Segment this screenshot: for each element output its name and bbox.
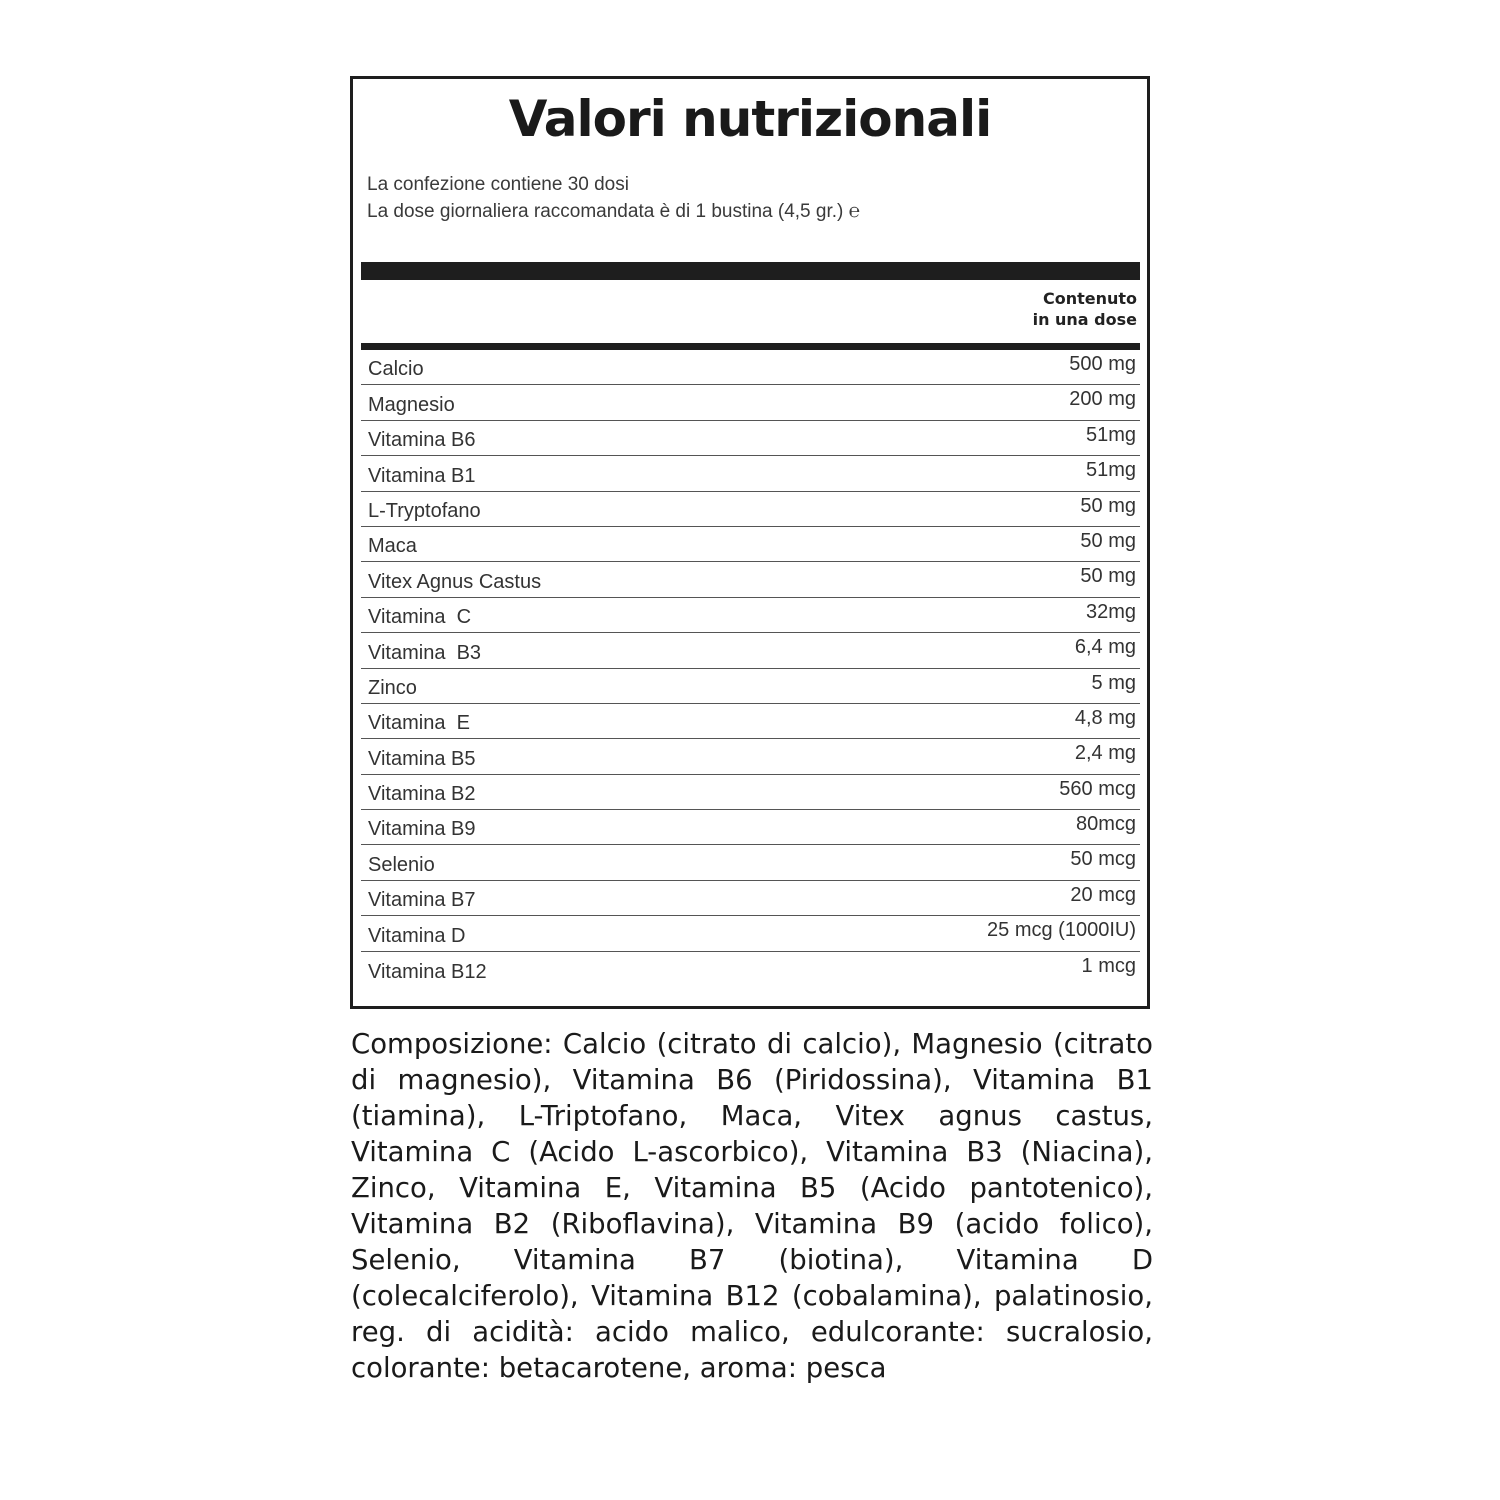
nutrient-amount: 50 mcg: [1070, 848, 1136, 871]
nutrient-amount: 200 mg: [1069, 388, 1136, 411]
nutrient-amount: 6,4 mg: [1074, 636, 1136, 659]
nutrient-name: Vitamina D: [368, 924, 466, 947]
nutrient-name: Vitamina B6: [368, 429, 476, 452]
nutrient-name: Selenio: [368, 853, 435, 876]
nutrient-name: Vitamina C: [368, 606, 472, 629]
nutrient-amount: 50 mg: [1080, 565, 1136, 588]
nutrient-name: Vitamina B3: [368, 641, 482, 664]
nutrient-amount: 4,8 mg: [1074, 706, 1136, 729]
nutrient-amount: 51mg: [1085, 459, 1136, 482]
table-row: [361, 704, 1140, 739]
table-row: [361, 527, 1140, 562]
nutrient-amount: 1 mcg: [1081, 954, 1136, 977]
nutrient-name: Vitamina B1: [368, 464, 476, 487]
table-row: [361, 881, 1140, 916]
nutrient-name: Calcio: [368, 358, 424, 381]
table-row: [361, 775, 1140, 810]
table-row: [361, 952, 1140, 987]
column-header-rule: [361, 343, 1140, 350]
nutrient-name: Magnesio: [368, 393, 455, 416]
column-header-line-2: in una dose: [1032, 310, 1137, 329]
table-row: [361, 562, 1140, 597]
table-row: [361, 385, 1140, 420]
nutrient-name: Maca: [368, 535, 417, 558]
nutrient-amount: 500 mg: [1069, 353, 1136, 375]
nutrient-name: Vitex Agnus Castus: [368, 570, 542, 593]
nutrient-name: Vitamina E: [368, 712, 470, 735]
nutrient-amount: 51mg: [1085, 423, 1136, 446]
label-title: Valori nutrizionali: [508, 90, 992, 148]
table-row: [361, 598, 1140, 633]
daily-dose-text: La dose giornaliera raccomandata è di 1 bustina (4,5 gr.) ℮: [367, 201, 861, 222]
table-row: [361, 633, 1140, 668]
nutrient-name: Zinco: [368, 676, 417, 699]
nutrition-label: [350, 76, 1150, 1009]
nutrient-amount: 2,4 mg: [1074, 742, 1136, 765]
table-row: [361, 845, 1140, 880]
nutrient-name: Vitamina B12: [368, 961, 487, 984]
nutrient-amount: 80mcg: [1075, 813, 1136, 836]
nutrient-amount: 50 mg: [1080, 529, 1136, 552]
header-divider-bar: [361, 262, 1140, 280]
nutrient-table: [361, 350, 1140, 987]
package-doses-text: La confezione contiene 30 dosi: [367, 174, 629, 195]
nutrient-amount: 20 mcg: [1070, 883, 1136, 906]
column-header-content-per-dose: [1033, 288, 1137, 330]
nutrient-name: Vitamina B9: [368, 818, 476, 841]
nutrient-amount: 5 mg: [1091, 671, 1136, 694]
table-row: [361, 350, 1140, 385]
nutrient-name: Vitamina B2: [368, 783, 476, 806]
table-row: [361, 810, 1140, 845]
serving-info: [367, 171, 860, 225]
table-row: [361, 916, 1140, 951]
table-row: [361, 739, 1140, 774]
composition-text: Composizione: Calcio (citrato di calcio), Magnesio (citrato di magnesio), Vitamina B6 (Piridossina), Vitamina B1 (tiamina), L-Triptofano, Maca, Vitex agnus castus, Vitamina C (Acido L-ascorbico), Vitamina B3 (Niacina), Zinco, Vitamina E, Vitamina B5 (Acido pantotenico), Vitamina B2 (Riboflavina), Vitamina B9 (acido folico), Selenio, Vitamina B7 (biotina), Vitamina D (colecalciferolo), Vitamina B12 (cobalamina), palatinosio, reg. di acidità: acido malico, edulcorante: sucralosio, colorante: betacarotene, aroma: pesca: [351, 1028, 1153, 1384]
nutrient-name: Vitamina B7: [368, 889, 476, 912]
table-row: [361, 456, 1140, 491]
nutrient-name: Vitamina B5: [368, 747, 476, 770]
nutrient-amount: 25 mcg (1000IU): [987, 919, 1136, 942]
nutrient-amount: 560 mcg: [1059, 777, 1136, 800]
nutrient-amount: 32mg: [1085, 600, 1136, 623]
table-row: [361, 492, 1140, 527]
table-row: [361, 669, 1140, 704]
column-header-line-1: Contenuto: [1042, 289, 1137, 308]
nutrient-name: L-Tryptofano: [368, 499, 481, 522]
nutrient-amount: 50 mg: [1080, 494, 1136, 517]
table-row: [361, 421, 1140, 456]
